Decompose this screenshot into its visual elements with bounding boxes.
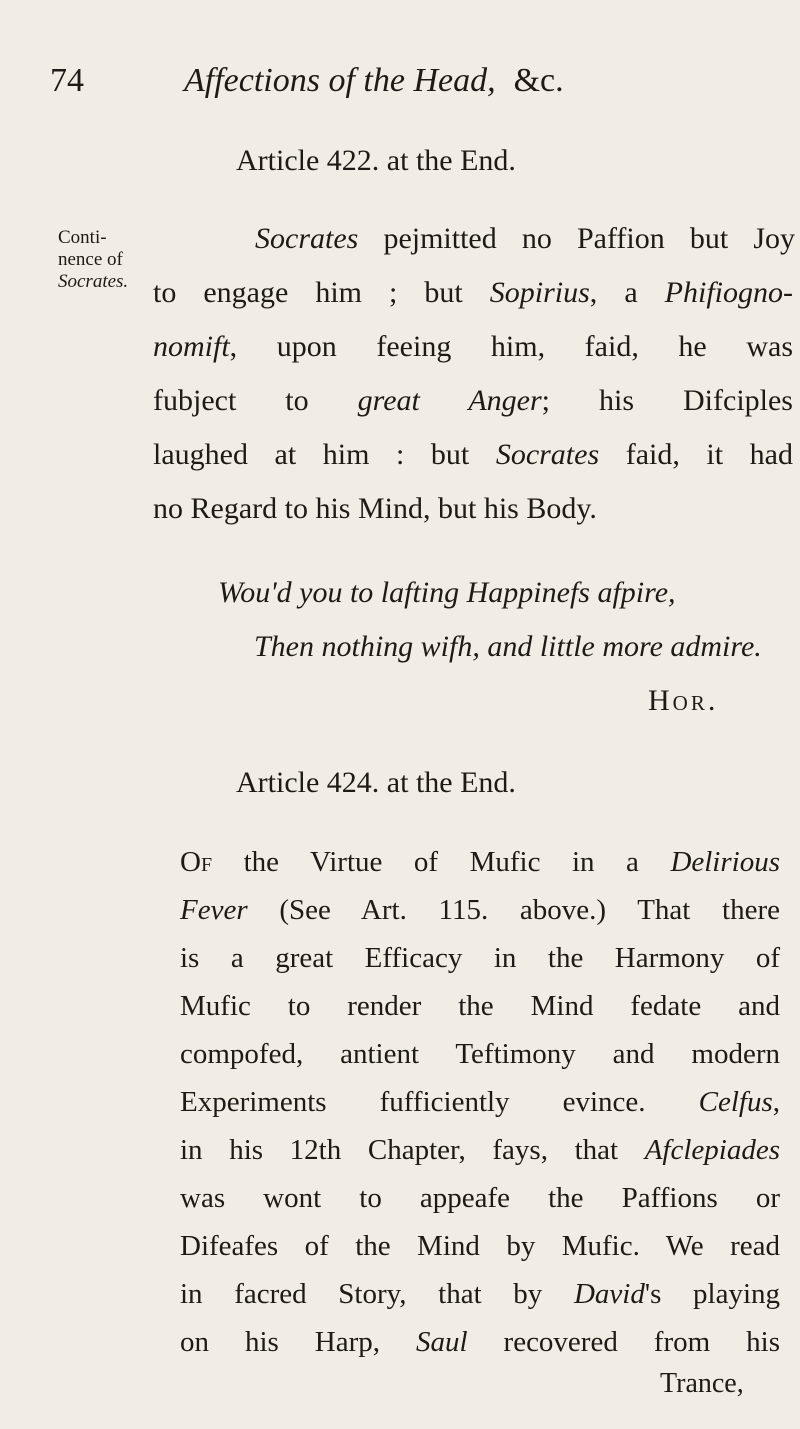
article-422-heading: Article 422. at the End. — [236, 144, 516, 177]
margin-note-line: nence of — [58, 249, 123, 270]
verse-line-1: Wou'd you to lafting Happinefs afpire, — [218, 576, 676, 609]
text-line: in facred Story, that by David's playing — [180, 1278, 780, 1310]
margin-note-line: Socrates. — [58, 271, 129, 292]
margin-note — [58, 227, 128, 293]
text-line: Socrates pejmitted no Paffion but Joy — [255, 222, 795, 255]
page-number: 74 — [50, 62, 84, 99]
text-line: on his Harp, Saul recovered from his — [180, 1326, 780, 1358]
text-line: Mufic to render the Mind fedate and — [180, 990, 780, 1022]
verse-line-2: Then nothing wifh, and little more admire. — [254, 630, 762, 663]
text-line: Difeafes of the Mind by Mufic. We read — [180, 1230, 780, 1262]
margin-note-line: Conti- — [58, 227, 107, 248]
running-title-text: Affections of the Head, — [184, 62, 496, 99]
text-line: is a great Efficacy in the Harmony of — [180, 942, 780, 974]
text-line: Fever (See Art. 115. above.) That there — [180, 894, 780, 926]
article-424-heading: Article 424. at the End. — [236, 766, 516, 799]
text-line: compofed, antient Teftimony and modern — [180, 1038, 780, 1070]
text-line: nomift, upon feeing him, faid, he was — [153, 330, 793, 363]
verse-attribution: Hor. — [648, 684, 719, 717]
text-line: was wont to appeafe the Paffions or — [180, 1182, 780, 1214]
text-line: in his 12th Chapter, fays, that Afclepiades — [180, 1134, 780, 1166]
running-title — [184, 62, 564, 100]
text-line: laughed at him : but Socrates faid, it had — [153, 438, 793, 471]
running-title-etc: &c. — [513, 62, 564, 99]
catchword: Trance, — [660, 1368, 744, 1399]
text-line: to engage him ; but Sopirius, a Phifiogno- — [153, 276, 793, 309]
text-line: fubject to great Anger; his Difciples — [153, 384, 793, 417]
text-line: Of the Virtue of Mufic in a Delirious — [180, 846, 780, 878]
text-line: no Regard to his Mind, but his Body. — [153, 492, 597, 525]
text-line: Experiments fufficiently evince. Celfus, — [180, 1086, 780, 1118]
